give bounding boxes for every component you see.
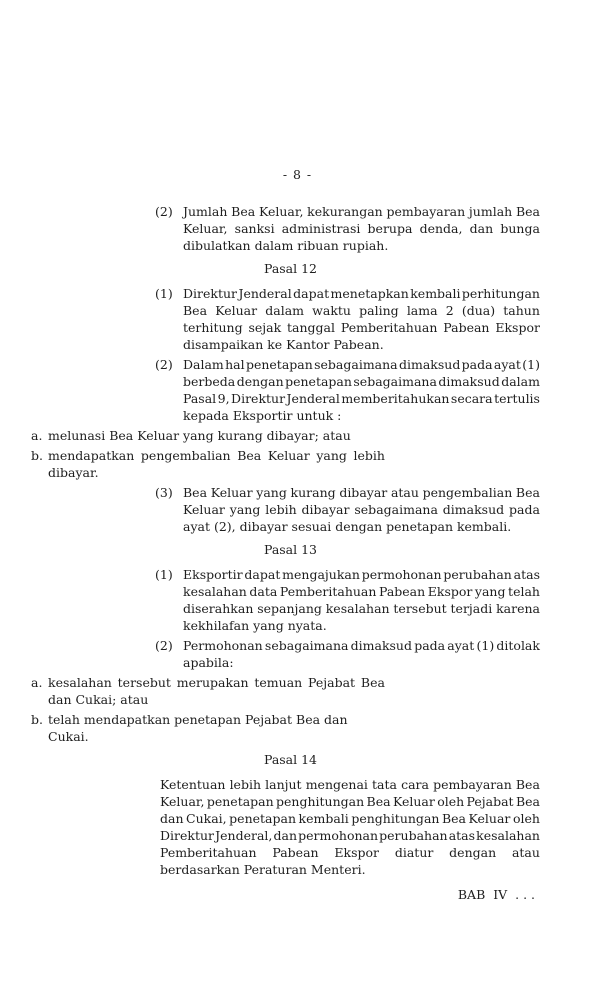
text-line: Direktur Jenderal, dan permohonan perubahan atas kesalahan	[160, 828, 540, 843]
pasal-heading: Pasal 12	[263, 261, 318, 276]
text-line: Eksportir dapat mengajukan permohonan perubahan atas	[183, 567, 540, 582]
item-marker: (3)	[155, 485, 173, 500]
item-marker: b.	[31, 712, 43, 727]
paragraph	[160, 776, 540, 878]
continuation-marker: BAB IV . . .	[457, 887, 535, 902]
item-marker: (2)	[155, 204, 173, 219]
text-line: terhitung sejak tanggal Pemberitahuan Pabean Ekspor	[183, 320, 540, 335]
list-item	[155, 203, 540, 254]
text-line: Direktur Jenderal dapat menetapkan kembali perhitungan	[183, 286, 540, 301]
text-line: melunasi Bea Keluar yang kurang dibayar; atau	[48, 428, 351, 443]
item-marker: a.	[31, 428, 43, 443]
item-marker: a.	[31, 675, 43, 690]
text-line: Pasal 9, Direktur Jenderal memberitahukan secara tertulis	[183, 391, 540, 406]
list-item	[155, 484, 540, 535]
text-line: berdasarkan Peraturan Menteri.	[160, 862, 366, 877]
list-item	[31, 674, 385, 708]
text-line: Keluar, penetapan penghitungan Bea Keluar oleh Pejabat Bea	[160, 794, 540, 809]
text-line: telah mendapatkan penetapan Pejabat Bea dan Cukai.	[48, 712, 352, 744]
text-line: kesalahan data Pemberitahuan Pabean Ekspor yang telah	[183, 584, 540, 599]
text-line: mendapatkan pengembalian Bea Keluar yang lebih	[48, 448, 385, 463]
pasal-heading: Pasal 14	[263, 752, 318, 767]
list-item	[155, 637, 540, 671]
text-line: diserahkan sepanjang kesalahan tersebut terjadi karena	[183, 601, 540, 616]
list-item	[31, 447, 385, 481]
text-line: Pemberitahuan Pabean Ekspor diatur dengan atau	[160, 845, 540, 860]
text-line: Dalam hal penetapan sebagaimana dimaksud pada ayat (1)	[183, 357, 540, 372]
text-line: kesalahan tersebut merupakan temuan Pejabat Bea	[48, 675, 385, 690]
item-marker: (1)	[155, 286, 173, 301]
page-number: - 8 -	[282, 167, 313, 182]
pasal-heading: Pasal 13	[263, 542, 318, 557]
text-line: Bea Keluar yang kurang dibayar atau pengembalian Bea	[183, 485, 540, 500]
list-item	[31, 711, 385, 745]
text-line: Jumlah Bea Keluar, kekurangan pembayaran jumlah Bea	[183, 204, 540, 219]
text-line: apabila:	[183, 655, 234, 670]
text-line: Keluar yang lebih dibayar sebagaimana dimaksud pada	[183, 502, 540, 517]
text-line: dan Cukai; atau	[48, 692, 149, 707]
text-line: berbeda dengan penetapan sebagaimana dimaksud dalam	[183, 374, 540, 389]
text-line: kekhilafan yang nyata.	[183, 618, 327, 633]
list-item	[31, 427, 385, 444]
document-body	[0, 203, 607, 878]
list-item	[155, 285, 540, 353]
text-line: dan Cukai, penetapan kembali penghitungan Bea Keluar oleh	[160, 811, 540, 826]
text-line: Ketentuan lebih lanjut mengenai tata cara pembayaran Bea	[160, 777, 540, 792]
text-line: ayat (2), dibayar sesuai dengan penetapan kembali.	[183, 519, 512, 534]
item-marker: (2)	[155, 357, 173, 372]
text-line: Bea Keluar dalam waktu paling lama 2 (dua) tahun	[183, 303, 540, 318]
list-item	[155, 566, 540, 634]
item-marker: (2)	[155, 638, 173, 653]
list-item	[155, 356, 540, 424]
text-line: Permohonan sebagaimana dimaksud pada ayat (1) ditolak	[183, 638, 540, 653]
text-line: disampaikan ke Kantor Pabean.	[183, 337, 384, 352]
text-line: dibayar.	[48, 465, 99, 480]
item-marker: (1)	[155, 567, 173, 582]
text-line: Keluar, sanksi administrasi berupa denda, dan bunga	[183, 221, 540, 236]
text-line: dibulatkan dalam ribuan rupiah.	[183, 238, 389, 253]
item-marker: b.	[31, 448, 43, 463]
text-line: kepada Eksportir untuk :	[183, 408, 342, 423]
